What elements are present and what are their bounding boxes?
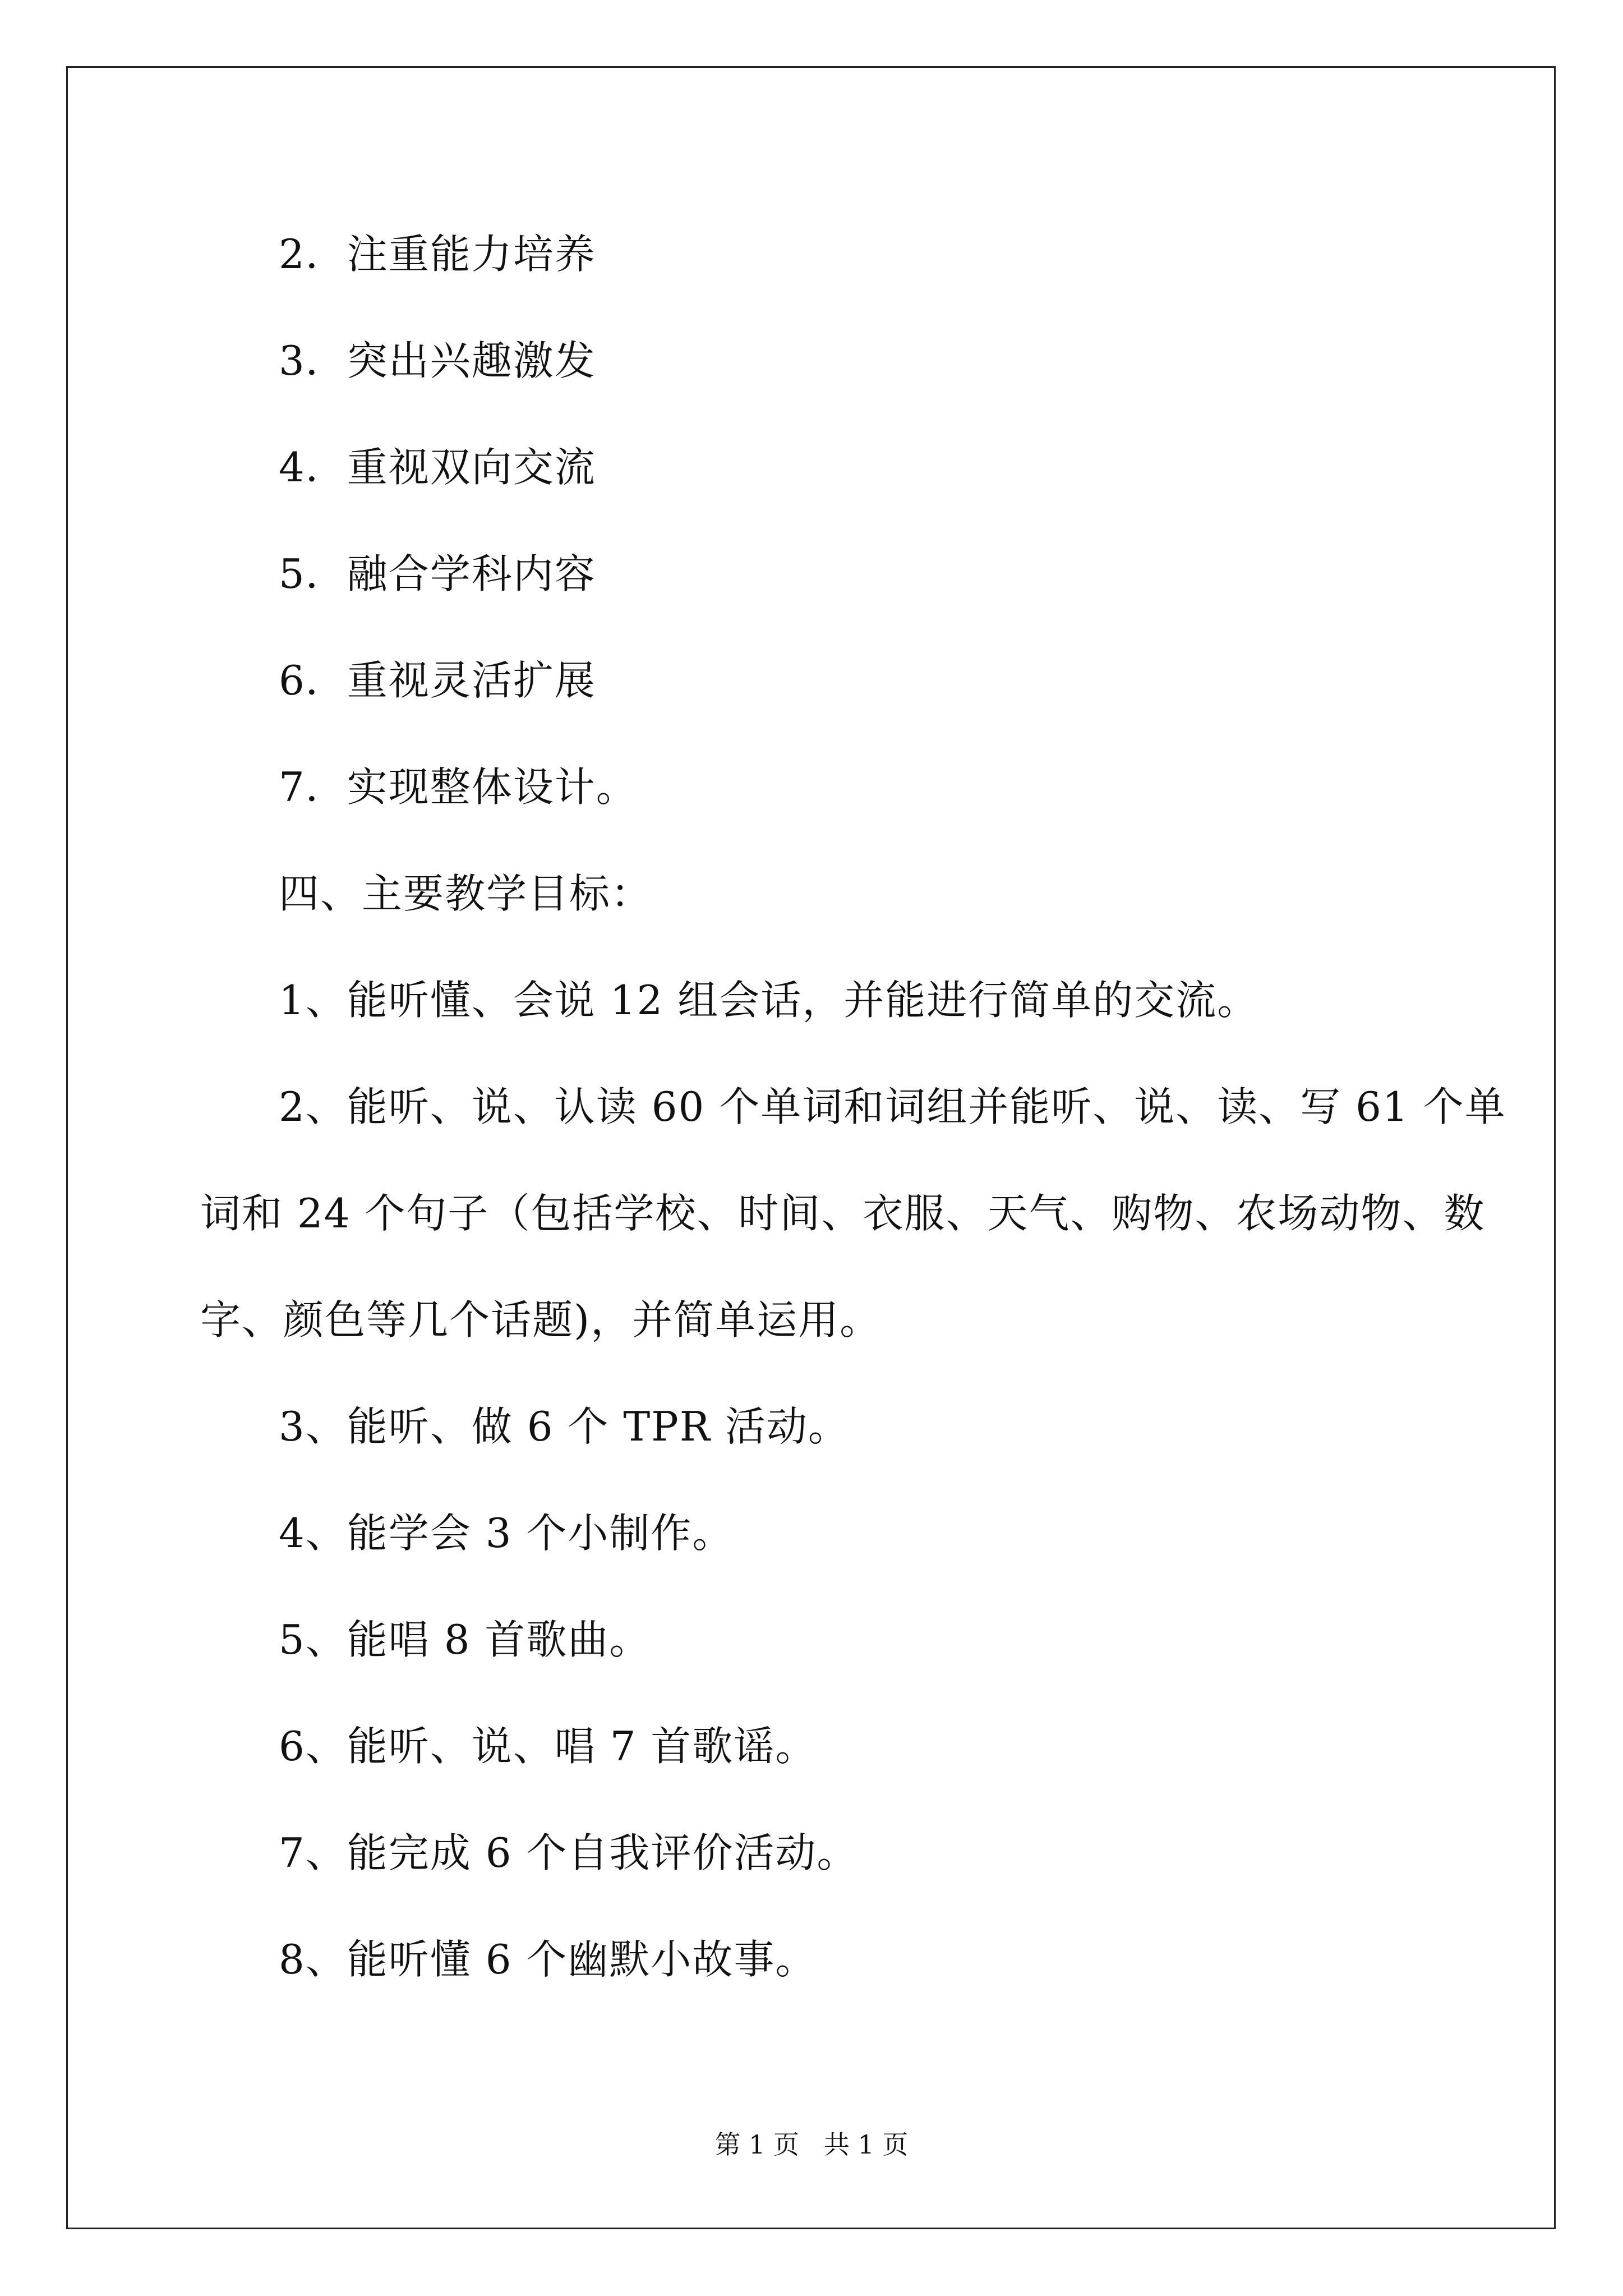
list-item: 8、能听懂 6 个幽默小故事。 — [279, 1936, 817, 1983]
list-item: 6．重视灵活扩展 — [279, 657, 596, 704]
page-number-footer: 第 1 页 共 1 页 — [714, 2129, 909, 2160]
paragraph-line: 词和 24 个句子（包括学校、时间、衣服、天气、购物、农场动物、数 — [200, 1190, 1486, 1237]
list-item: 2、能听、说、认读 60 个单词和词组并能听、说、读、写 61 个单 — [279, 1083, 1506, 1130]
list-item: 7．实现整体设计。 — [279, 763, 638, 811]
list-item: 3、能听、做 6 个 TPR 活动。 — [279, 1403, 850, 1450]
list-item: 3．突出兴趣激发 — [279, 337, 596, 384]
list-item: 4．重视双向交流 — [279, 444, 596, 491]
list-item: 1、能听懂、会说 12 组会话，并能进行简单的交流。 — [279, 977, 1259, 1024]
section-heading: 四、主要教学目标： — [279, 870, 653, 917]
list-item: 4、能学会 3 个小制作。 — [279, 1510, 734, 1557]
page-frame — [66, 66, 1556, 2229]
paragraph-line: 字、颜色等几个话题)，并简单运用。 — [200, 1296, 882, 1343]
list-item: 5．融合学科内容 — [279, 550, 596, 597]
list-item: 2．注重能力培养 — [279, 231, 596, 278]
list-item: 7、能完成 6 个自我评价活动。 — [279, 1829, 859, 1876]
list-item: 6、能听、说、唱 7 首歌谣。 — [279, 1723, 817, 1770]
list-item: 5、能唱 8 首歌曲。 — [279, 1616, 651, 1663]
